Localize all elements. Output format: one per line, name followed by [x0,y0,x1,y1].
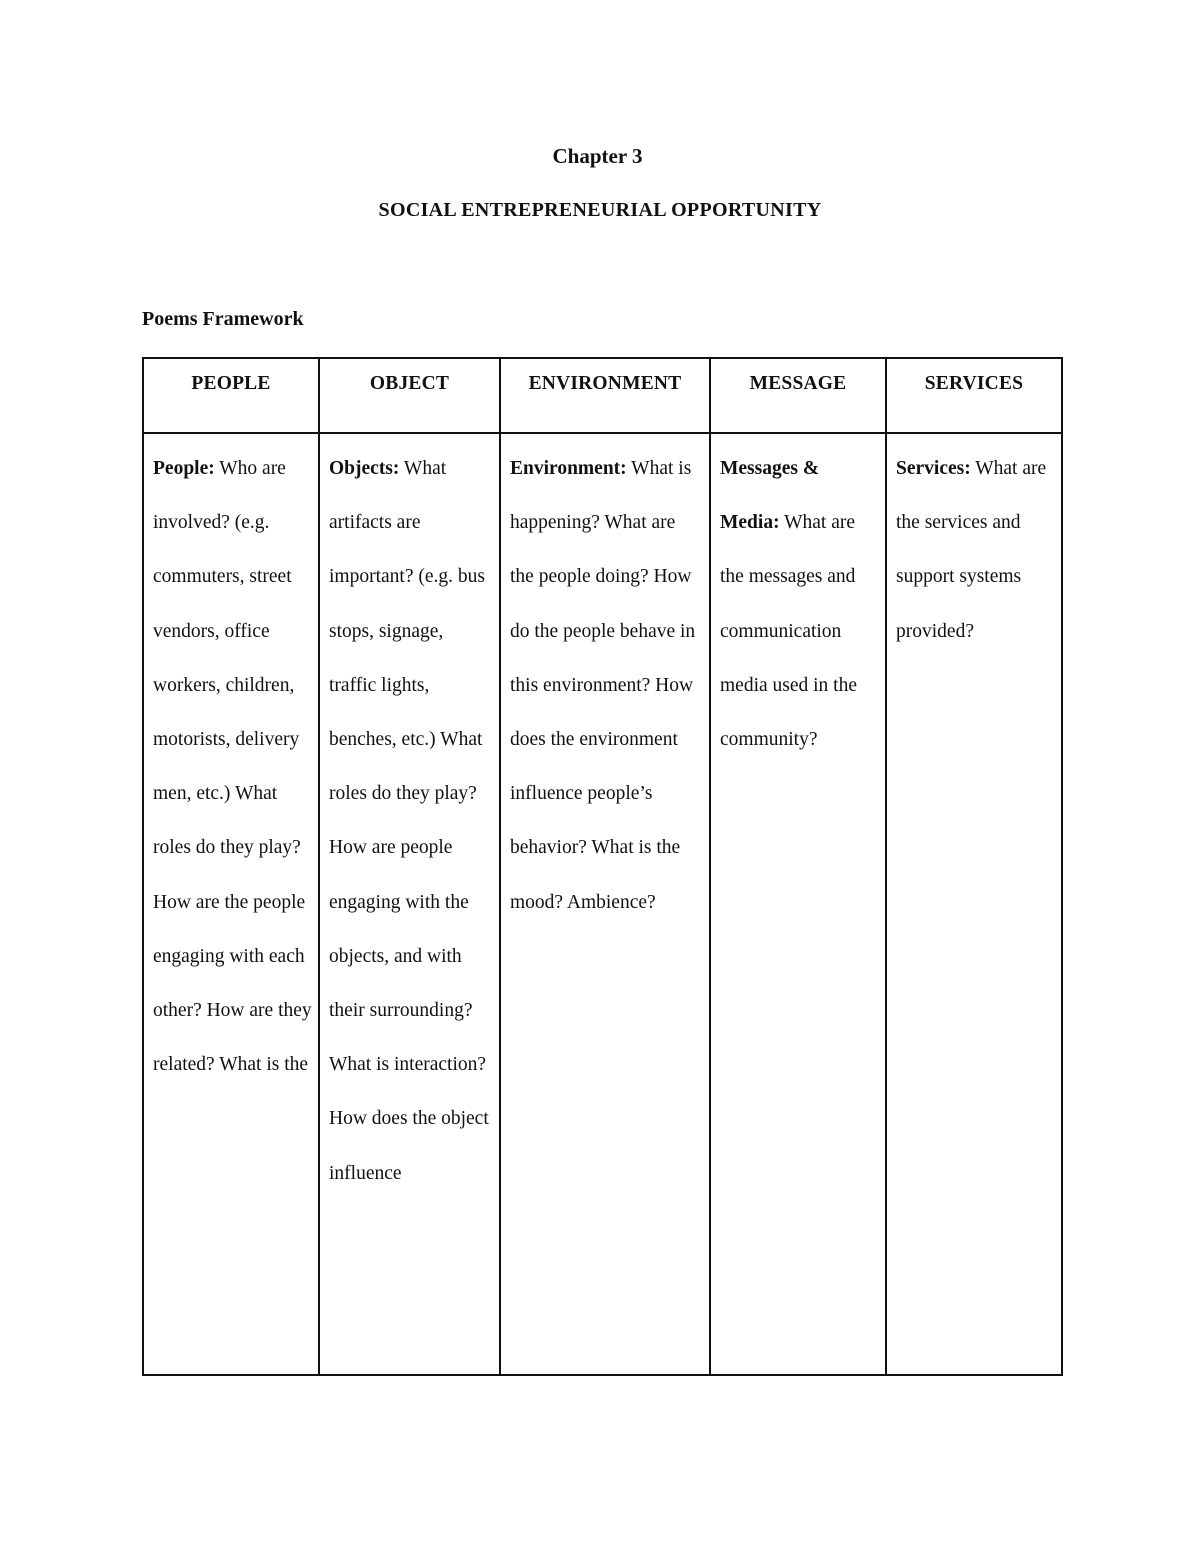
cell-label: People: [153,458,215,479]
table-row [143,433,1062,1375]
table-header-row [143,358,1062,433]
header-people: PEOPLE [143,358,319,433]
cell-text: Who are involved? (e.g. commuters, street vendors, office workers, children, motorists, delivery men, etc.) What roles do they play? How are the people engaging with each other? How are they related? What is the [153,458,312,1076]
document-title: SOCIAL ENTREPRENEURIAL OPPORTUNITY [378,199,822,221]
cell-label: Services: [896,458,971,479]
cell-label: Messages & Media: [720,458,820,534]
cell-label: Objects: [329,458,400,479]
cell-services [886,433,1062,1375]
header-environment: ENVIRONMENT [500,358,710,433]
cell-text: What are the messages and communication media used in the community? [720,512,858,751]
section-title: Poems Framework [142,308,304,330]
cell-text: What artifacts are important? (e.g. bus stops, signage, traffic lights, benches, etc.) What roles do they play? How are people engaging with the objects, and with their surrounding? What is interaction? How does the object influence [329,458,489,1184]
poems-framework-table [142,357,1063,1376]
cell-object [319,433,500,1375]
header-message: MESSAGE [710,358,886,433]
cell-people [143,433,319,1375]
chapter-heading: Chapter 3 [552,144,643,168]
cell-text: What is happening? What are the people doing? How do the people behave in this environment? How does the environment influence people’s behavior? What is the mood? Ambience? [510,458,696,913]
header-services: SERVICES [886,358,1062,433]
cell-environment [500,433,710,1375]
cell-text: What are the services and support systems provided? [896,458,1047,642]
header-object: OBJECT [319,358,500,433]
cell-label: Environment: [510,458,627,479]
cell-message [710,433,886,1375]
